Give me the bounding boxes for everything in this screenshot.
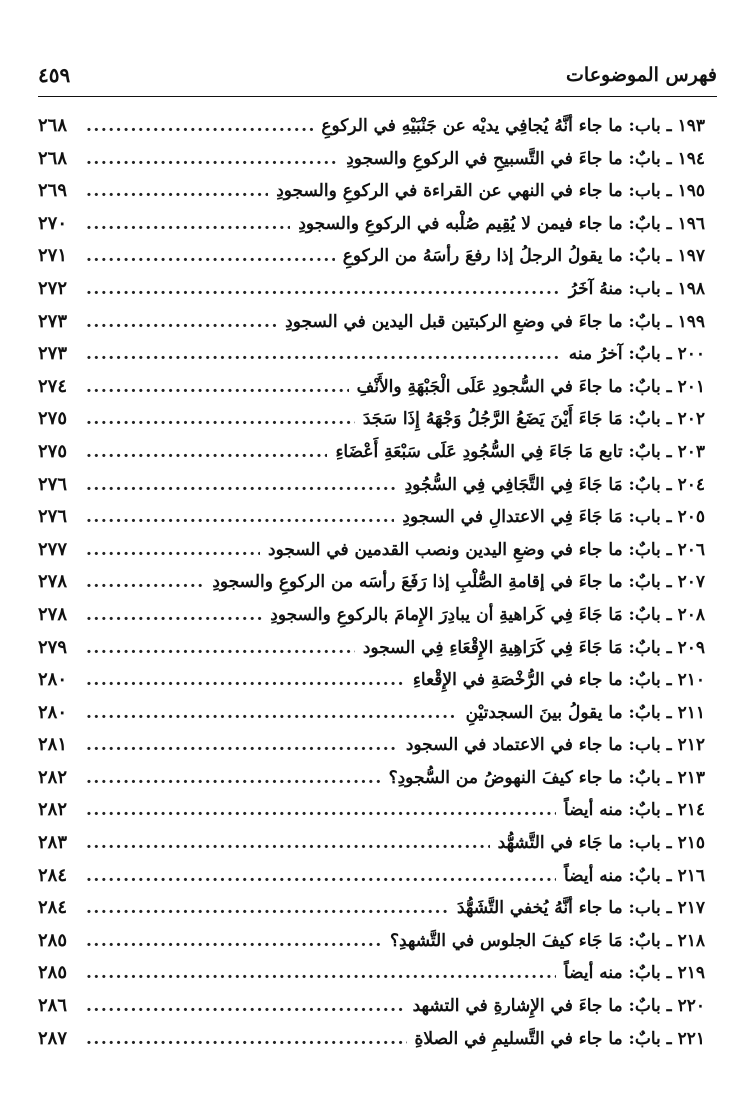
toc-entry-title: ما جاءَ في السُّجودِ عَلَى الْجَبْهَةِ والأَنْفِ	[356, 376, 623, 397]
toc-entry-text: ٢١٢ ـ باب: ما جاء في الاعتماد في السجود	[405, 735, 705, 756]
toc-entry	[38, 534, 705, 567]
toc-entry-page: ٢٨٤	[38, 864, 68, 886]
dot-leader	[86, 403, 355, 436]
toc-entry-number: ٢٠٧	[677, 572, 705, 593]
toc-entry-page: ٢٨٠	[38, 669, 68, 691]
toc-entry-text: ١٩٥ ـ باب: ما جاء في النهي عن القراءة في الركوعِ والسجودِ	[276, 181, 705, 202]
toc-entry	[38, 729, 705, 762]
toc-entry-title: آخرُ منه	[568, 344, 623, 365]
toc-entry-label: بابٌ	[634, 637, 661, 658]
dot-leader	[86, 697, 458, 730]
dot-leader	[86, 990, 405, 1023]
toc-entry-title: ما جاء في التَّسليمِ في الصلاةِ	[414, 1028, 623, 1049]
toc-entry-text: ١٩٨ ـ باب: منهُ آخَرُ	[568, 278, 705, 299]
toc-entry	[38, 762, 705, 795]
toc-entry-title: ما جاء أنَّهُ يُخفي التَّشَهُّدَ	[456, 898, 623, 919]
dot-leader	[86, 110, 313, 143]
toc-entry	[38, 403, 705, 436]
dot-leader	[86, 469, 397, 502]
running-title: فهرس الموضوعات	[566, 64, 717, 86]
toc-entry-label: باب	[634, 735, 661, 756]
toc-entry-text: ٢١٨ ـ بابٌ: مَا جَاء كيفَ الجلوس في التَّشهدِ؟	[389, 930, 705, 951]
toc-entry-label: بابٌ	[634, 800, 661, 821]
toc-entry-label: بابٌ	[634, 865, 661, 886]
toc-entry-number: ٢١٧	[677, 898, 705, 919]
toc-entry-number: ٢٢١	[677, 1028, 705, 1049]
toc-entry-title: مَا جَاءَ أَيْنَ يَضَعُ الرَّجُلُ وَجْهَهُ إِذَا سَجَدَ	[362, 409, 623, 430]
toc-entry-page: ٢٨٥	[38, 929, 68, 951]
dot-leader	[86, 566, 204, 599]
dot-leader	[86, 892, 449, 925]
toc-entry-label: باب	[634, 833, 661, 854]
toc-entry-label: بابٌ	[634, 963, 661, 984]
toc-entry-text: ٢١٥ ـ باب: ما جَاء في التَّشهُّد	[497, 833, 705, 854]
toc-entry-label: بابٌ	[634, 441, 661, 462]
toc-entry-text: ٢٠٩ ـ بابٌ: مَا جَاءَ فِي كَرَاهِيةِ الإِقْعَاءِ فِي السجود	[362, 637, 705, 658]
toc-entry-label: بابٌ	[634, 604, 661, 625]
table-of-contents	[38, 110, 705, 1055]
toc-entry-page: ٢٧٢	[38, 277, 68, 299]
toc-entry	[38, 175, 705, 208]
toc-entry-title: ما يقولُ الرجلُ إذا رفعَ رأسَهُ من الركوعِ	[342, 246, 623, 267]
toc-entry-number: ٢١٣	[677, 767, 705, 788]
toc-entry-title: ما جاء في الرُّخْصَةِ في الإِقْعاءِ	[412, 670, 623, 691]
dot-leader	[86, 957, 556, 990]
toc-entry-title: ما يقولُ بينَ السجدتيْنِ	[465, 702, 623, 723]
toc-entry-label: بابٌ	[634, 311, 661, 332]
dot-leader	[86, 632, 355, 665]
toc-entry	[38, 436, 705, 469]
dot-leader	[86, 1023, 407, 1056]
toc-entry-number: ١٩٨	[677, 278, 705, 299]
dot-leader	[86, 371, 349, 404]
toc-entry-text: ٢٠٤ ـ بابٌ: مَا جَاءَ فِي التَّجَافِي فِي السُّجُودِ	[404, 474, 705, 495]
page-number: ٤٥٩	[38, 63, 71, 87]
toc-entry-text: ٢٠٠ ـ بابٌ: آخرُ منه	[568, 344, 705, 365]
toc-entry-title: منه أيضاً	[563, 800, 623, 821]
toc-entry-number: ٢٠٥	[677, 507, 705, 528]
toc-entry-page: ٢٨١	[38, 734, 68, 756]
toc-entry-label: باب	[634, 181, 661, 202]
toc-entry	[38, 371, 705, 404]
toc-entry-text: ٢٠٢ ـ بابٌ: مَا جَاءَ أَيْنَ يَضَعُ الرَّجُلُ وَجْهَهُ إِذَا سَجَدَ	[362, 409, 705, 430]
dot-leader	[86, 338, 561, 371]
toc-entry	[38, 632, 705, 665]
toc-entry-text: ٢٠٦ ـ بابٌ: ما جاء في وضعِ اليدين ونصب القدمين في السجود	[268, 539, 705, 560]
toc-entry-title: ما جَاء في التَّشهُّد	[497, 833, 623, 854]
dot-leader	[86, 925, 382, 958]
toc-entry-number: ٢١٨	[677, 930, 705, 951]
toc-entry-page: ٢٨٢	[38, 766, 68, 788]
toc-entry	[38, 338, 705, 371]
toc-entry-title: ما جاء في وضعِ اليدين ونصب القدمين في السجود	[268, 539, 623, 560]
dot-leader	[86, 762, 381, 795]
toc-entry-label: بابٌ	[634, 474, 661, 495]
toc-entry-title: تابع مَا جَاءَ فِي السُّجُودِ عَلَى سَبْعَةِ أَعْضَاءِ	[335, 441, 623, 462]
toc-entry-title: ما جاءَ في إقامةِ الصُّلْبِ إذا رَفَعَ رأسَه من الركوعِ والسجودِ	[212, 572, 623, 593]
toc-entry-title: ما جاء في النهي عن القراءة في الركوعِ والسجودِ	[276, 181, 623, 202]
toc-entry-number: ١٩٧	[677, 246, 705, 267]
toc-entry-page: ٢٧٦	[38, 506, 68, 528]
dot-leader	[86, 599, 262, 632]
dot-leader	[86, 273, 561, 306]
dot-leader	[86, 794, 556, 827]
toc-entry-title: ما جاء كيفَ النهوضُ من السُّجودِ؟	[388, 767, 623, 788]
toc-entry-title: ما جاء أنَّهُ يُجافِي يديْه عن جَنْبَيْهِ في الركوعِ	[321, 116, 623, 136]
toc-entry-text: ١٩٣ ـ باب: ما جاء أنَّهُ يُجافِي يديْه عن جَنْبَيْهِ في الركوعِ	[321, 116, 705, 136]
toc-entry-title: مَا جَاءَ فِي الاعتدالِ في السجودِ	[402, 507, 623, 528]
toc-entry-number: ٢٠٠	[677, 344, 705, 365]
toc-entry-number: ٢٢٠	[677, 996, 705, 1017]
toc-entry-number: ٢٠٢	[677, 409, 705, 430]
toc-entry-page: ٢٨٠	[38, 701, 68, 723]
toc-entry	[38, 664, 705, 697]
toc-entry-number: ٢١٢	[677, 735, 705, 756]
toc-entry-label: بابٌ	[634, 767, 661, 788]
toc-entry-text: ٢٠٣ ـ بابٌ: تابع مَا جَاءَ فِي السُّجُودِ عَلَى سَبْعَةِ أَعْضَاءِ	[335, 441, 705, 462]
toc-entry	[38, 1023, 705, 1056]
toc-entry-page: ٢٦٨	[38, 147, 68, 169]
toc-entry	[38, 957, 705, 990]
toc-entry	[38, 208, 705, 241]
page-header	[38, 58, 717, 92]
toc-entry-text: ٢١٠ ـ بابٌ: ما جاء في الرُّخْصَةِ في الإِقْعاءِ	[412, 670, 705, 691]
toc-entry-label: بابٌ	[634, 213, 661, 234]
toc-entry-page: ٢٦٩	[38, 180, 68, 202]
toc-entry-label: بابٌ	[634, 344, 661, 365]
toc-entry-page: ٢٧٨	[38, 571, 68, 593]
toc-entry	[38, 110, 705, 143]
toc-entry-number: ٢٠٣	[677, 441, 705, 462]
toc-entry-page: ٢٧٦	[38, 473, 68, 495]
toc-entry-page: ٢٧٩	[38, 636, 68, 658]
toc-entry-page: ٢٧٣	[38, 343, 68, 365]
toc-entry-number: ٢٠٨	[677, 604, 705, 625]
toc-entry-text: ١٩٦ ـ بابٌ: ما جاء فيمن لا يُقِيم صُلْبه في الركوعِ والسجودِ	[298, 213, 705, 234]
toc-entry-label: بابٌ	[634, 670, 661, 691]
toc-entry-label: بابٌ	[634, 148, 661, 169]
toc-entry-label: باب	[634, 278, 661, 299]
dot-leader	[86, 306, 277, 339]
toc-entry	[38, 990, 705, 1023]
toc-entry-label: بابٌ	[634, 539, 661, 560]
toc-entry-page: ٢٨٤	[38, 897, 68, 919]
toc-entry-text: ٢٢١ ـ بابٌ: ما جاء في التَّسليمِ في الصلاةِ	[414, 1028, 705, 1049]
toc-entry	[38, 925, 705, 958]
toc-entry-number: ٢٠٦	[677, 539, 705, 560]
toc-entry-title: ما جاءَ في وضعِ الركبتين قبل اليدين في السجودِ	[285, 311, 623, 332]
toc-entry-label: بابٌ	[634, 702, 661, 723]
toc-entry-number: ٢٠٤	[677, 474, 705, 495]
toc-entry-text: ٢١٤ ـ بابٌ: منه أيضاً	[563, 800, 705, 821]
toc-entry	[38, 794, 705, 827]
toc-entry-text: ٢٢٠ ـ بابٌ: ما جاءَ في الإِشارةِ في التشهد	[412, 996, 705, 1017]
toc-entry-label: بابٌ	[634, 246, 661, 267]
dot-leader	[86, 860, 556, 893]
toc-entry-title: مَا جَاءَ فِي التَّجَافِي فِي السُّجُودِ	[404, 474, 623, 495]
toc-entry-title: ما جاء في الاعتماد في السجود	[405, 735, 623, 756]
toc-entry-page: ٢٨٦	[38, 995, 68, 1017]
toc-entry-text: ٢١٧ ـ باب: ما جاء أنَّهُ يُخفي التَّشَهُّدَ	[456, 898, 705, 919]
dot-leader	[86, 729, 398, 762]
toc-entry-title: مَا جَاءَ فِي كَرَاهِيةِ الإِقْعَاءِ فِي السجود	[362, 637, 623, 658]
toc-entry-page: ٢٨٥	[38, 962, 68, 984]
toc-entry-number: ٢٠٩	[677, 637, 705, 658]
toc-entry-title: ما جاء فيمن لا يُقِيم صُلْبه في الركوعِ والسجودِ	[298, 213, 623, 234]
toc-entry-number: ٢٠١	[677, 376, 705, 397]
toc-entry-number: ٢١٠	[677, 670, 705, 691]
toc-entry-page: ٢٧٥	[38, 408, 68, 430]
toc-entry-number: ١٩٩	[677, 311, 705, 332]
dot-leader	[86, 827, 490, 860]
toc-entry-page: ٢٧٤	[38, 375, 68, 397]
toc-entry-text: ١٩٩ ـ بابٌ: ما جاءَ في وضعِ الركبتين قبل اليدين في السجودِ	[285, 311, 705, 332]
toc-entry-number: ٢١١	[677, 702, 705, 723]
toc-entry-text: ٢٠٧ ـ بابٌ: ما جاءَ في إقامةِ الصُّلْبِ إذا رَفَعَ رأسَه من الركوعِ والسجودِ	[212, 572, 705, 593]
toc-entry-title: منهُ آخَرُ	[568, 278, 623, 299]
toc-entry	[38, 143, 705, 176]
toc-entry-title: مَا جَاءَ فِي كَراهيةِ أن يبادِرَ الإِمامَ بالركوعِ والسجودِ	[270, 604, 623, 625]
toc-entry-text: ٢١٦ ـ بابٌ: منه أيضاً	[563, 865, 705, 886]
toc-entry-label: بابٌ	[634, 409, 661, 430]
toc-entry-page: ٢٨٧	[38, 1027, 68, 1049]
toc-entry-title: مَا جَاء كيفَ الجلوس في التَّشهدِ؟	[389, 930, 623, 951]
toc-entry-page: ٢٧٠	[38, 212, 68, 234]
toc-entry-label: بابٌ	[634, 930, 661, 951]
toc-entry	[38, 273, 705, 306]
toc-entry-page: ٢٨٣	[38, 832, 68, 854]
toc-entry	[38, 860, 705, 893]
toc-entry-number: ٢١٤	[677, 800, 705, 821]
toc-entry	[38, 240, 705, 273]
toc-entry-page: ٢٧٥	[38, 440, 68, 462]
toc-entry-title: ما جاءَ في التَّسبيحِ في الركوعِ والسجودِ	[346, 148, 623, 169]
toc-entry-number: ١٩٤	[677, 148, 705, 169]
toc-entry	[38, 501, 705, 534]
toc-entry-page: ٢٦٨	[38, 115, 68, 136]
toc-entry-label: بابٌ	[634, 1028, 661, 1049]
header-divider	[38, 96, 717, 97]
toc-entry-page: ٢٧٣	[38, 310, 68, 332]
toc-entry-text: ٢١١ ـ بابٌ: ما يقولُ بينَ السجدتيْنِ	[465, 702, 705, 723]
toc-entry-title: منه أيضاً	[563, 963, 623, 984]
toc-entry-text: ٢٠٥ ـ باب: مَا جَاءَ فِي الاعتدالِ في السجودِ	[402, 507, 705, 528]
toc-entry-number: ١٩٣	[677, 116, 705, 136]
toc-entry	[38, 599, 705, 632]
dot-leader	[86, 534, 260, 567]
toc-entry	[38, 566, 705, 599]
toc-entry-label: باب	[634, 116, 661, 136]
toc-entry-number: ١٩٥	[677, 181, 705, 202]
toc-entry-text: ١٩٤ ـ بابٌ: ما جاءَ في التَّسبيحِ في الركوعِ والسجودِ	[346, 148, 705, 169]
toc-entry	[38, 306, 705, 339]
toc-entry-text: ٢٠٨ ـ بابٌ: مَا جَاءَ فِي كَراهيةِ أن يبادِرَ الإِمامَ بالركوعِ والسجودِ	[270, 604, 705, 625]
toc-entry-page: ٢٨٢	[38, 799, 68, 821]
toc-entry-number: ٢١٩	[677, 963, 705, 984]
toc-entry-title: ما جاءَ في الإِشارةِ في التشهد	[412, 996, 623, 1017]
dot-leader	[86, 501, 394, 534]
dot-leader	[86, 436, 327, 469]
toc-entry-text: ٢١٩ ـ بابٌ: منه أيضاً	[563, 963, 705, 984]
dot-leader	[86, 208, 290, 241]
toc-entry	[38, 469, 705, 502]
dot-leader	[86, 143, 338, 176]
toc-entry	[38, 892, 705, 925]
toc-entry	[38, 697, 705, 730]
toc-entry-page: ٢٧٨	[38, 603, 68, 625]
toc-entry-label: بابٌ	[634, 376, 661, 397]
toc-entry-label: بابٌ	[634, 996, 661, 1017]
toc-entry-text: ٢٠١ ـ بابٌ: ما جاءَ في السُّجودِ عَلَى الْجَبْهَةِ والأَنْفِ	[356, 376, 705, 397]
toc-entry-title: منه أيضاً	[563, 865, 623, 886]
dot-leader	[86, 240, 335, 273]
toc-entry-number: ١٩٦	[677, 213, 705, 234]
toc-entry-text: ٢١٣ ـ بابٌ: ما جاء كيفَ النهوضُ من السُّجودِ؟	[388, 767, 705, 788]
toc-entry-label: باب	[634, 898, 661, 919]
toc-entry-text: ١٩٧ ـ بابٌ: ما يقولُ الرجلُ إذا رفعَ رأسَهُ من الركوعِ	[342, 246, 705, 267]
dot-leader	[86, 175, 268, 208]
toc-entry-page: ٢٧٧	[38, 538, 68, 560]
toc-entry-page: ٢٧١	[38, 245, 68, 267]
toc-entry-number: ٢١٥	[677, 833, 705, 854]
toc-entry-number: ٢١٦	[677, 865, 705, 886]
toc-entry-label: بابٌ	[634, 572, 661, 593]
dot-leader	[86, 664, 405, 697]
toc-entry-label: باب	[634, 507, 661, 528]
toc-entry	[38, 827, 705, 860]
